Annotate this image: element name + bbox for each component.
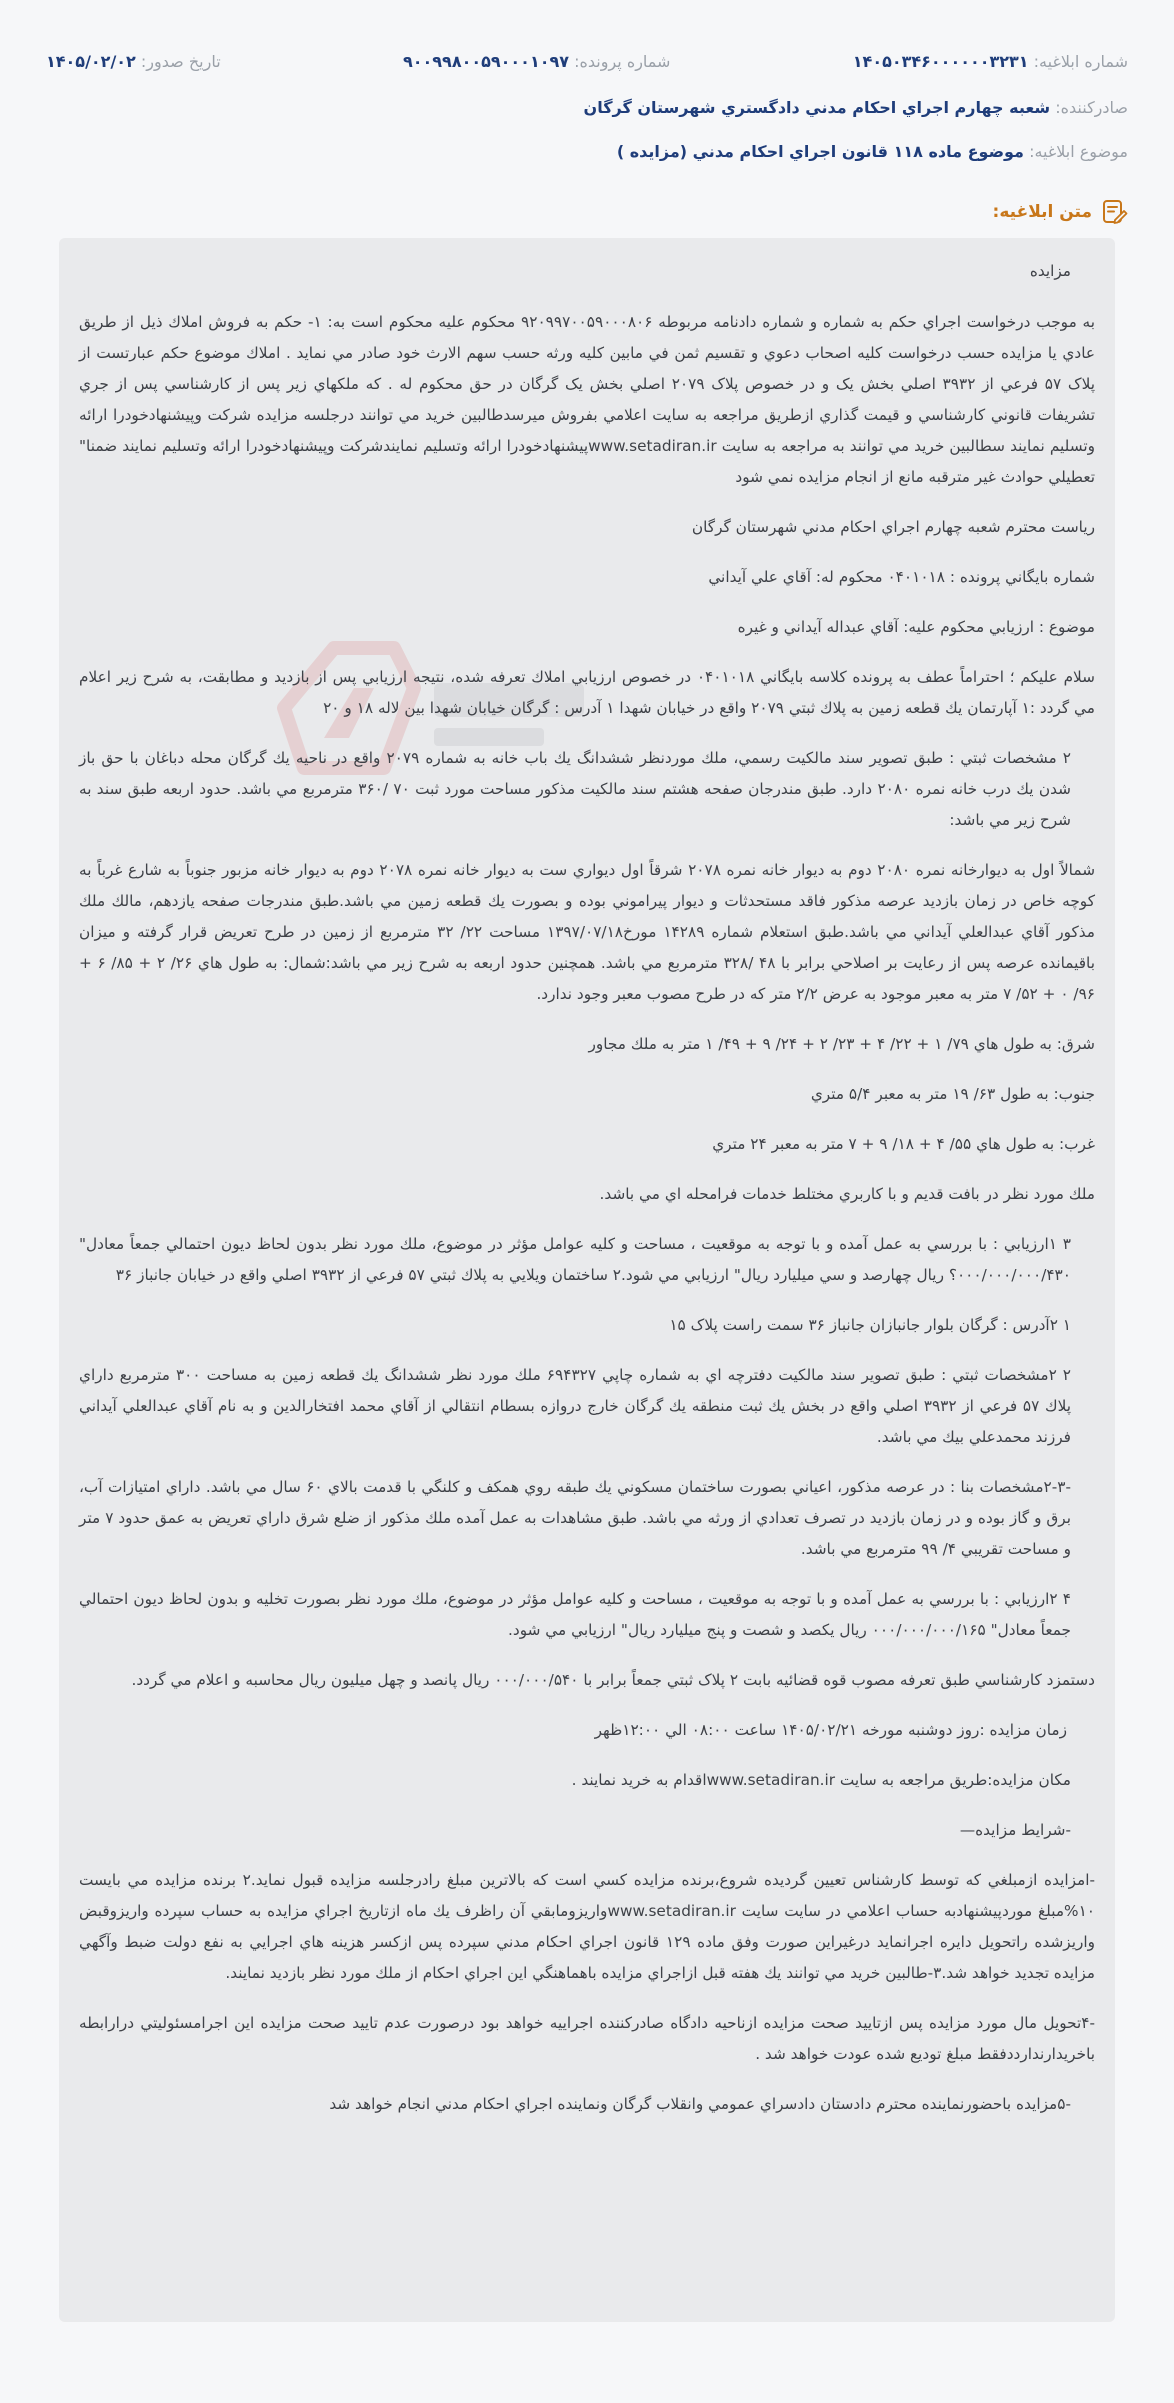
case-number-label: شماره پرونده: [574,52,671,71]
notice-paragraph: ۲ ۲مشخصات ثبتي : طبق تصوير سند مالكيت دفترچه اي به شماره چاپي ۶۹۴۳۲۷ ملك مورد نظر ششدانگ يك قطعه زمين به مساحت ۳۰۰ مترمربع داراي پلاك ۵۷ فرعي از ۳۹۳۲ اصلي واقع در بخش يك ثبت منطقه يك گرگان خارج دروازه بسطام انتقالي از آقاي محمد افتخارالدين و به نام آقاي عبدالعلي آيداني فرزند محمدعلي بيك مي باشد. [79,1366,1071,1446]
notice-body-box [59,238,1115,2322]
issue-date-value: ۱۴۰۵/۰۲/۰۲ [46,52,136,71]
meta-row [46,52,1128,71]
notice-paragraph: -۲-۳مشخصات بنا : در عرصه مذكور، اعياني بصورت ساختمان مسكوني يك طبقه روي همكف و كلنگي با قدمت بالاي ۶۰ سال مي باشد. داراي امتيازات آب، برق و گاز بوده و در زمان بازديد در تصرف تعدادي از ورثه مي باشد. طبق مشاهدات به عمل آمده ملك مذكور از ضلع شرق داراي تعريض به عمق حدود ۷ متر و مساحت تقريبي ۴/ ۹۹ مترمربع مي باشد. [79,1478,1071,1558]
notice-paragraph: ۳ ۱ارزيابي : با بررسي به عمل آمده و با توجه به موقعيت ، مساحت و كليه عوامل مؤثر در موضوع، ملك مورد نظر بدون لحاظ ديون احتمالي جمعاً معادل" ۰۰۰/۰۰۰/۰۰۰/۴۳۰؟ ريال چهارصد و سي ميليارد ريال" ارزيابي مي شود.۲ ساختمان ويلايي به پلاك ثبتي ۵۷ فرعي از ۳۹۳۲ اصلي واقع در خيابان جانباز ۳۶ [79,1235,1071,1284]
case-number [403,52,670,71]
notice-number-label: شماره ابلاغيه: [1033,52,1128,71]
notice-paragraph: غرب: به طول هاي ۵۵/ ۴ + ۱۸/ ۹ + ۷ متر به معبر ۲۴ متري [712,1135,1095,1153]
notice-paragraph: سلام عليكم ؛ احتراماً عطف به پرونده كلاسه بايگاني ۰۴۰۱۰۱۸ در خصوص ارزيابي املاك تعرفه شده، نتيجه ارزيابي پس از بازديد و مطابقت، به شرح زير اعلام مي گردد :۱ آپارتمان يك قطعه زمين به پلاك ثبتي ۲۰۷۹ واقع در خيابان شهدا ۱ آدرس : گرگان خيابان شهدا بين لاله ۱۸ و ۲۰ [79,668,1096,717]
case-number-value: ۹۰۰۹۹۸۰۰۵۹۰۰۰۱۰۹۷ [402,52,569,71]
notice-paragraph: زمان مزايده :روز دوشنبه مورخه ۱۴۰۵/۰۲/۲۱ ساعت ۰۸:۰۰ الي ۱۲:۰۰ظهر [594,1721,1067,1739]
notice-paragraph: ۴ ۲ارزيابي : با بررسي به عمل آمده و با توجه به موقعيت ، مساحت و كليه عوامل مؤثر در موضوع، ملك مورد نظر بصورت تخليه و بدون لحاظ ديون احتمالي جمعاً معادل" ۰۰۰/۰۰۰/۰۰۰/۱۶۵ ريال يكصد و شصت و پنج ميليارد ريال" ارزيابي مي شود. [79,1590,1071,1639]
issue-date [46,52,221,71]
notice-paragraph: شمالاً اول به ديوارخانه نمره ۲۰۸۰ دوم به ديوار خانه نمره ۲۰۷۸ شرقاً اول ديواري ست به ديوار خانه نمره ۲۰۷۸ دوم به ديوار خانه مزبور جنوباً به شارع غرباً به كوچه خاص در زمان بازديد عرصه مذكور فاقد مستحدثات و ديوار پيراموني بوده و بصورت يك قطعه زمين مي باشد.طبق مندرجات صفحه يازدهم، مالك ملك مذكور آقاي عبدالعلي آيداني مي باشد.طبق استعلام شماره ۱۴۲۸۹ مورخ۱۳۹۷/۰۷/۱۸ مساحت ۲۲/ ۳۲ مترمربع از زمين در طرح تعريض قرار گرفته و ميزان باقيمانده عرصه پس از رعايت بر اصلاحي برابر با ۴۸ /۳۲۸ مترمربع مي باشد. همچنين حدود اربعه به شرح زير مي باشد:شمال: به طول هاي ۲۶/ ۲ + ۸۵/ ۶ + ۹۶/ ۰ + ۵۲/ ۷ متر به معبر موجود به عرض ۲/۲ متر كه در طرح مصوب معبر وجود ندارد. [79,861,1096,1003]
issuer-label: صادركننده: [1055,98,1128,117]
notice-paragraph: جنوب: به طول ۶۳/ ۱۹ متر به معبر ۵/۴ متري [810,1085,1095,1103]
notice-paragraph: به موجب درخواست اجراي حكم به شماره و شماره دادنامه مربوطه ۹۲۰۹۹۷۰۰۵۹۰۰۰۸۰۶ محكوم عليه محكوم است به: ۱- حكم به فروش املاك ذيل از طريق عادي يا مزايده حسب درخواست كليه اصحاب دعوي و تقسيم ثمن في مابين كليه ورثه حسب سهم الارث خود صادر مي نمايد . املاك موضوع حكم عبارتست از پلاک ۵۷ فرعي از ۳۹۳۲ اصلي بخش يک و در خصوص پلاک ۲۰۷۹ اصلي بخش يک گرگان در حق محكوم له . که ملكهاي زير پس از كارشناسي پس از جري تشريفات قانوني كارشناسي و قيمت گذاري ازطريق مراجعه به سايت اعلامي بفروش ميرسدطالبين خريد مي توانند درجلسه مزايده شركت وپيشنهادخودرا ارائه وتسليم نمايند سطالبين خريد مي توانند به مراجعه به سايت www.setadiran.irپيشنهادخودرا ارائه وتسليم نمايندشركت وپيشنهادخودرا ارائه وتسليم نمايند ضمنا" تعطيلي حوادث غير مترقبه مانع از انجام مزايده نمي شود [79,313,1096,486]
notice-paragraph: دستمزد كارشناسي طبق تعرفه مصوب قوه قضائيه بابت ۲ پلاک ثبتي جمعاً برابر با ۰۰۰/۰۰۰/۵۴۰ ريال پانصد و چهل ميليون ريال محاسبه و اعلام مي گردد. [131,1671,1095,1689]
issue-date-label: تاريخ صدور: [140,52,221,71]
notice-paragraph: رياست محترم شعبه چهارم اجراي احكام مدني شهرستان گرگان [691,518,1095,536]
notice-text-heading [993,198,1128,226]
notice-paragraph: مكان مزايده:طريق مراجعه به سايت www.setadiran.irاقدام به خريد نمايند . [571,1771,1071,1789]
notice-subject-label: موضوع ابلاغيه: [1029,142,1128,161]
notice-text-heading-label: متن ابلاغيه: [992,202,1092,222]
notice-paragraph: -۴تحويل مال مورد مزايده پس ازتاييد صحت مزايده ازناحيه دادگاه صادركننده اجراييه خواهد بود درصورت عدم تاييد صحت مزايده اين اجرامسئوليتي درارابطه باخريدارندارددفقط مبلغ توديع شده عودت خواهد شد . [79,2014,1095,2063]
notice-paragraph: ۱ ۲آدرس : گرگان بلوار جانبازان جانباز ۳۶ سمت راست پلاک ۱۵ [669,1316,1071,1334]
notice-paragraph: -۵مزايده باحضورنماينده محترم دادستان دادسراي عمومي وانقلاب گرگان ونماينده اجراي احكام مدني انجام خواهد شد [329,2095,1071,2113]
issuer [46,98,1128,117]
notice-subject [46,142,1128,161]
notice-subject-value: موضوع ماده ۱۱۸ قانون اجراي احكام مدني (مزايده ) [616,142,1024,161]
notice-paragraph: شماره بايگاني پرونده : ۰۴۰۱۰۱۸ محكوم له: آقاي علي آيداني [708,568,1095,586]
issuer-value: شعبه چهارم اجراي احكام مدني دادگستري شهرستان گرگان [583,98,1051,117]
notice-body [79,256,1095,2139]
notice-paragraph: -امزايده ازمبلغي كه توسط كارشناس تعيين گرديده شروع،برنده مزايده كسي است كه بالاترين مبلغ رادرجلسه مزايده قبول نمايد.۲ برنده مزايده مي بايست ۱۰%مبلغ موردپيشنهادبه حساب اعلامي در سايت سايت www.setadiran.irواريزوما‌بقي آن راظرف يك ماه ازتاريخ اجراي مزايده به حساب سپرده واريزوقبض واريزشده راتحويل دايره اجرانمايد درغيراين صورت وفق ماده ۱۲۹ قانون اجراي احكام مدني سپرده پس ازكسر هزينه هاي اجرايي به نفع دولت ضبط وآگهي مزايده تجديد خواهد شد.۳-طالبين خريد مي توانند يك هفته قبل ازاجراي مزايده باهماهنگي اين اجراي احكام از ملك مورد نظر بازديد نمايند. [79,1871,1096,1982]
notice-paragraph: ۲ مشخصات ثبتي : طبق تصوير سند مالكيت رسمي، ملك موردنظر ششدانگ يك باب خانه به شماره ۲۰۷۹ واقع در ناحيه يك گرگان محله دباغان با حق باز شدن يك درب خانه نمره ۲۰۸۰ دارد. طبق مندرجان صفحه هشتم سند مالكيت مذكور مساحت مورد ثبت ۷۰ /۳۶۰ مترمربع مي باشد. حدود اربعه طبق سند به شرح زير مي باشد: [79,749,1071,829]
document-edit-icon [1100,198,1128,226]
notice-number [853,52,1128,71]
notice-paragraph: ملك مورد نظر در بافت قديم و با كاربري مختلط خدمات فرامحله اي مي باشد. [599,1185,1095,1203]
notice-title: مزايده [1029,262,1071,280]
notice-paragraph: موضوع : ارزيابي محكوم عليه: آقاي عبداله آيداني و غيره [737,618,1095,636]
notice-number-value: ۱۴۰۵۰۳۴۶۰۰۰۰۰۰۳۲۳۱ [852,52,1029,71]
notice-paragraph: -شرايط مزايده— [959,1821,1071,1839]
notice-paragraph: شرق: به طول هاي ۷۹/ ۱ + ۲۲/ ۴ + ۲۳/ ۲ + ۲۴/ ۹ + ۴۹/ ۱ متر به ملك مجاور [588,1035,1095,1053]
